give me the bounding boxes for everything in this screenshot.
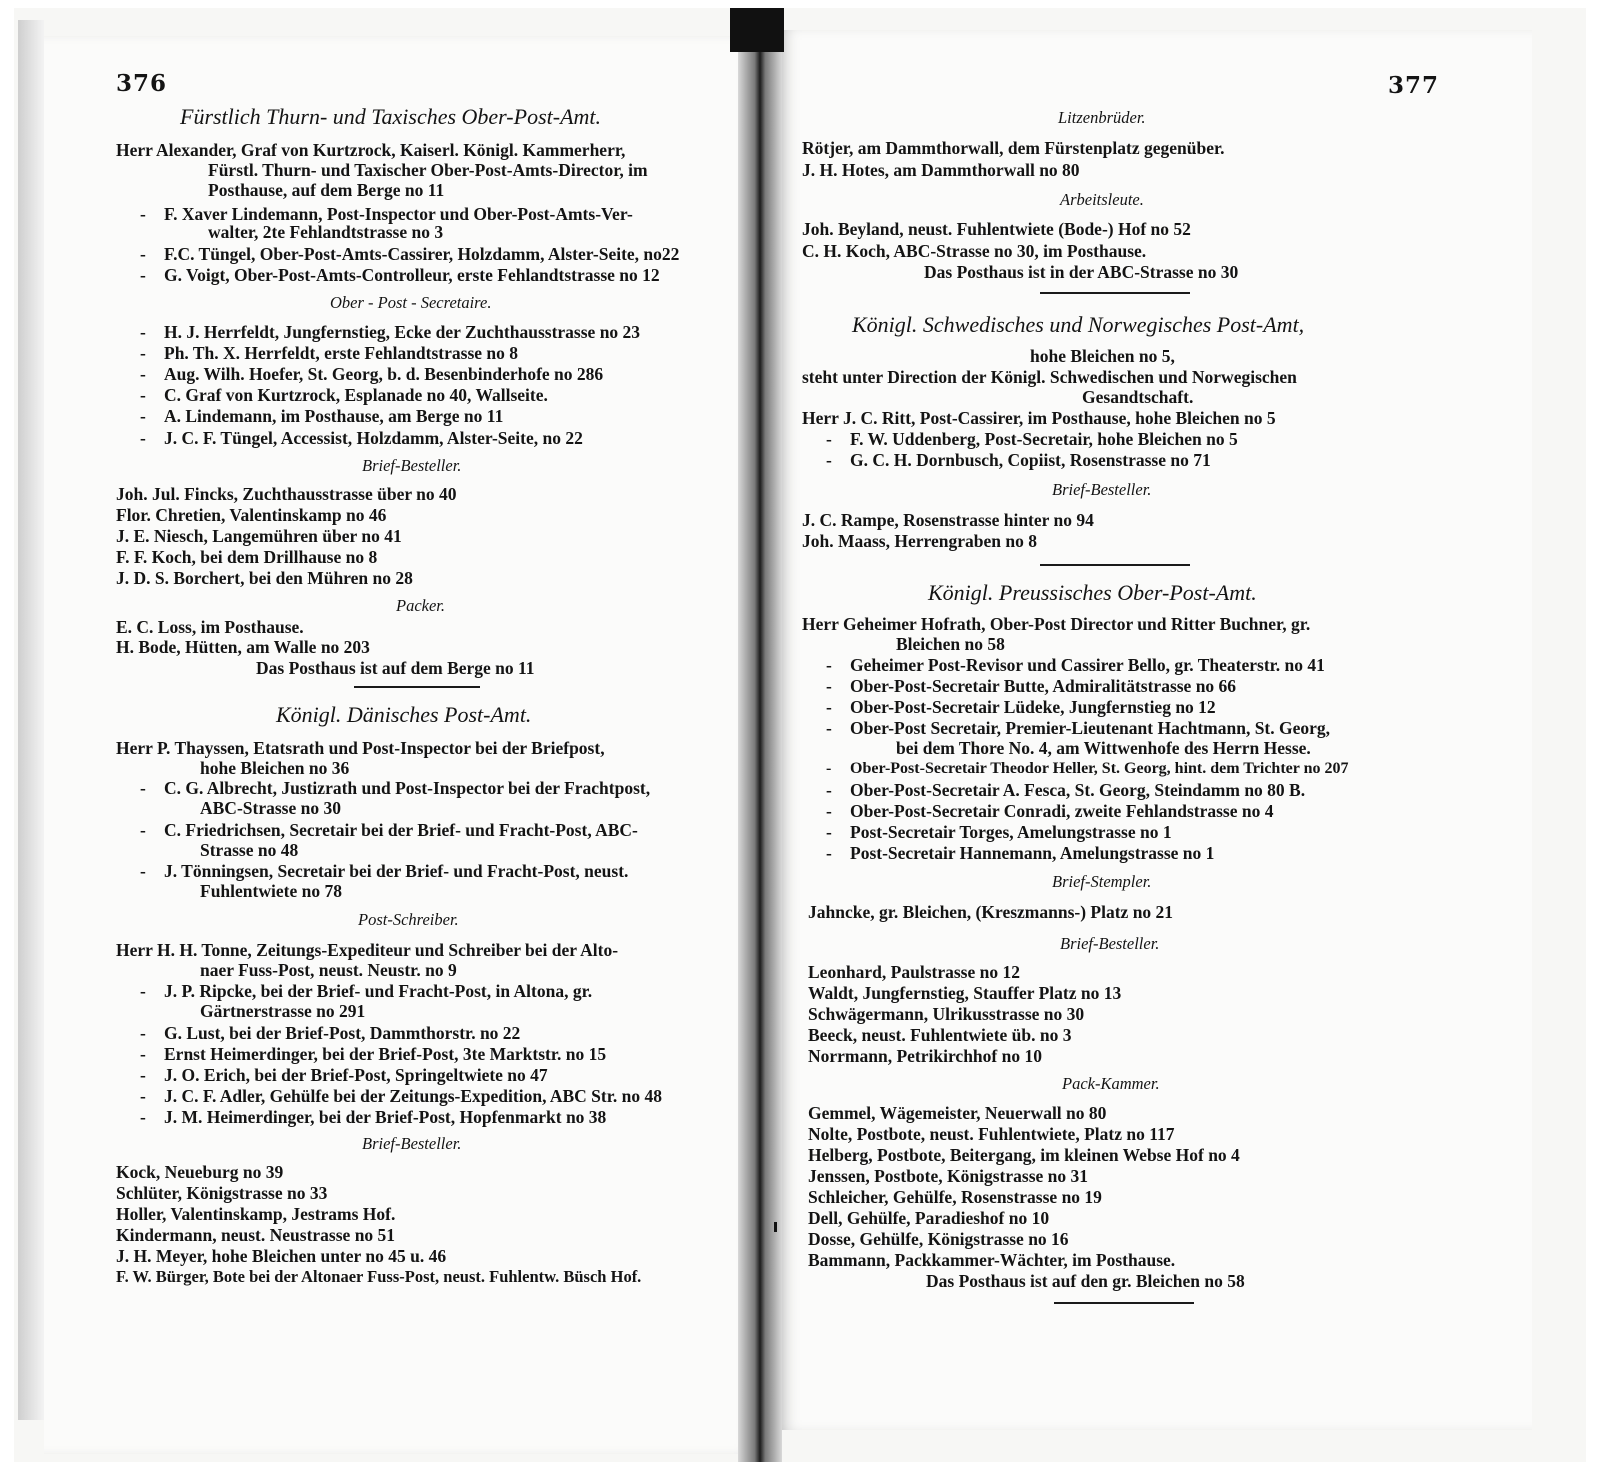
text-line: - Ober-Post-Secretair Lüdeke, Jungfernstieg no 12 — [826, 697, 1216, 717]
text-line: - J. C. F. Adler, Gehülfe bei der Zeitungs-Expedition, ABC Str. no 48 — [140, 1086, 663, 1106]
text-line: - F. Xaver Lindemann, Post-Inspector und Ober-Post-Amts-Ver- — [140, 204, 633, 224]
section-divider — [354, 686, 480, 688]
section-title-thurn-taxis: Fürstlich Thurn- und Taxisches Ober-Post-Amt. — [180, 104, 602, 129]
text-line: - F. W. Uddenberg, Post-Secretair, hohe Bleichen no 5 — [826, 429, 1238, 449]
text-line: naer Fuss-Post, neust. Neustr. no 9 — [200, 960, 457, 980]
page-number-right: 377 — [1388, 72, 1440, 99]
text-line: Herr Alexander, Graf von Kurtzrock, Kaiserl. Königl. Kammerherr, — [116, 140, 626, 160]
text-line: - Geheimer Post-Revisor und Cassirer Bello, gr. Theaterstr. no 41 — [826, 655, 1325, 675]
text-line: - H. J. Herrfeldt, Jungfernstieg, Ecke der Zuchthausstrasse no 23 — [140, 322, 641, 342]
section-title-swedish: Königl. Schwedisches und Norwegisches Post-Amt, — [852, 312, 1305, 337]
section-title-danish: Königl. Dänisches Post-Amt. — [276, 702, 532, 727]
text-line: - A. Lindemann, im Posthause, am Berge no 11 — [140, 406, 504, 426]
heading-packer: Packer. — [396, 596, 446, 615]
text-line: - G. Lust, bei der Brief-Post, Dammthorstr. no 22 — [140, 1023, 521, 1043]
heading-arbeitsleute: Arbeitsleute. — [1060, 190, 1144, 209]
text-line: Beeck, neust. Fuhlentwiete üb. no 3 — [808, 1025, 1072, 1045]
text-line: Gemmel, Wägemeister, Neuerwall no 80 — [808, 1103, 1107, 1123]
text-line: Gesandtschaft. — [1082, 387, 1194, 407]
text-line: bei dem Thore No. 4, am Wittwenhofe des Herrn Hesse. — [896, 738, 1311, 758]
text-line: - Ph. Th. X. Herrfeldt, erste Fehlandtstrasse no 8 — [140, 343, 519, 363]
text-line: - J. O. Erich, bei der Brief-Post, Springeltwiete no 47 — [140, 1065, 548, 1085]
text-line: Bammann, Packkammer-Wächter, im Posthause. — [808, 1250, 1176, 1270]
text-line: - G. C. H. Dornbusch, Copiist, Rosenstrasse no 71 — [826, 450, 1211, 470]
text-line: J. E. Niesch, Langemühren über no 41 — [116, 526, 402, 546]
text-line: F. F. Koch, bei dem Drillhause no 8 — [116, 547, 378, 567]
text-line: Norrmann, Petrikirchhof no 10 — [808, 1046, 1042, 1066]
text-line: Posthause, auf dem Berge no 11 — [208, 180, 445, 200]
text-line: Strasse no 48 — [200, 840, 299, 860]
text-line: Das Posthaus ist auf den gr. Bleichen no 58 — [926, 1271, 1245, 1291]
section-divider — [1040, 292, 1190, 294]
text-line: E. C. Loss, im Posthause. — [116, 617, 304, 637]
text-line: Kindermann, neust. Neustrasse no 51 — [116, 1225, 396, 1245]
text-line: - Ober-Post-Secretair Theodor Heller, St. Georg, hint. dem Trichter no 207 — [826, 760, 1349, 777]
text-line: - J. C. F. Tüngel, Accessist, Holzdamm, Alster-Seite, no 22 — [140, 428, 583, 448]
text-line: ABC-Strasse no 30 — [200, 798, 341, 818]
scanner-clip — [730, 8, 784, 52]
text-line: - C. G. Albrecht, Justizrath und Post-Inspector bei der Frachtpost, — [140, 778, 651, 798]
book-edge — [18, 20, 44, 1420]
text-line: - C. Graf von Kurtzrock, Esplanade no 40, Wallseite. — [140, 385, 548, 405]
text-line: Helberg, Postbote, Beitergang, im kleinen Webse Hof no 4 — [808, 1145, 1240, 1165]
text-line: - Ernst Heimerdinger, bei der Brief-Post, 3te Marktstr. no 15 — [140, 1044, 607, 1064]
section-title-prussian: Königl. Preussisches Ober-Post-Amt. — [928, 580, 1257, 605]
text-line: Waldt, Jungfernstieg, Stauffer Platz no 13 — [808, 983, 1122, 1003]
text-line: - Aug. Wilh. Hoefer, St. Georg, b. d. Besenbinderhofe no 286 — [140, 364, 604, 384]
text-line: Gärtnerstrasse no 291 — [200, 1001, 366, 1021]
text-line: Kock, Neueburg no 39 — [116, 1162, 284, 1182]
text-line: J. H. Meyer, hohe Bleichen unter no 45 u. 46 — [116, 1246, 447, 1266]
text-line: F. W. Bürger, Bote bei der Altonaer Fuss-Post, neust. Fuhlentw. Büsch Hof. — [116, 1267, 642, 1286]
text-line: Dosse, Gehülfe, Königstrasse no 16 — [808, 1229, 1069, 1249]
text-line: - Ober-Post-Secretair Conradi, zweite Fehlandstrasse no 4 — [826, 801, 1274, 821]
page-number-left: 376 — [116, 70, 168, 97]
heading-brief-besteller-2: Brief-Besteller. — [362, 1134, 462, 1153]
text-line: hohe Bleichen no 5, — [1030, 346, 1175, 366]
text-line: Joh. Jul. Fincks, Zuchthausstrasse über no 40 — [116, 484, 457, 504]
text-line: J. D. S. Borchert, bei den Mühren no 28 — [116, 568, 413, 588]
text-line: Bleichen no 58 — [896, 634, 1005, 654]
text-line: Joh. Maass, Herrengraben no 8 — [802, 531, 1037, 551]
text-line: Herr P. Thayssen, Etatsrath und Post-Inspector bei der Briefpost, — [116, 738, 605, 758]
section-divider — [1040, 564, 1190, 566]
heading-post-schreiber: Post-Schreiber. — [358, 910, 459, 929]
text-line: - Ober-Post Secretair, Premier-Lieutenant Hachtmann, St. Georg, — [826, 718, 1331, 738]
section-divider — [1054, 1302, 1194, 1304]
heading-brief-besteller: Brief-Besteller. — [362, 456, 462, 475]
text-line: - G. Voigt, Ober-Post-Amts-Controlleur, erste Fehlandtstrasse no 12 — [140, 265, 660, 285]
text-line: - Post-Secretair Hannemann, Amelungstrasse no 1 — [826, 843, 1215, 863]
text-line: Nolte, Postbote, neust. Fuhlentwiete, Platz no 117 — [808, 1124, 1175, 1144]
text-line: - J. M. Heimerdinger, bei der Brief-Post, Hopfenmarkt no 38 — [140, 1107, 607, 1127]
text-line: Schleicher, Gehülfe, Rosenstrasse no 19 — [808, 1187, 1102, 1207]
text-line: Fürstl. Thurn- und Taxischer Ober-Post-Amts-Director, im — [208, 160, 648, 180]
text-line: - F.C. Tüngel, Ober-Post-Amts-Cassirer, Holzdamm, Alster-Seite, no22 — [140, 244, 680, 264]
text-line: Leonhard, Paulstrasse no 12 — [808, 962, 1020, 982]
text-line: Herr Geheimer Hofrath, Ober-Post Director und Ritter Buchner, gr. — [802, 614, 1311, 634]
text-line: J. H. Hotes, am Dammthorwall no 80 — [802, 160, 1080, 180]
heading-litzenbrueder: Litzenbrüder. — [1058, 108, 1146, 127]
text-line: J. C. Rampe, Rosenstrasse hinter no 94 — [802, 510, 1094, 530]
text-line: - Ober-Post-Secretair Butte, Admiralitätstrasse no 66 — [826, 676, 1237, 696]
text-line: Dell, Gehülfe, Paradieshof no 10 — [808, 1208, 1050, 1228]
text-line: steht unter Direction der Königl. Schwedischen und Norwegischen — [802, 367, 1297, 387]
text-line: C. H. Koch, ABC-Strasse no 30, im Posthause. — [802, 241, 1147, 261]
text-line: walter, 2te Fehlandtstrasse no 3 — [208, 222, 444, 242]
text-line: - C. Friedrichsen, Secretair bei der Brief- und Fracht-Post, ABC- — [140, 820, 638, 840]
text-line: Rötjer, am Dammthorwall, dem Fürstenplatz gegenüber. — [802, 138, 1225, 158]
heading-brief-besteller-right-2: Brief-Besteller. — [1060, 934, 1160, 953]
text-line: Jenssen, Postbote, Königstrasse no 31 — [808, 1166, 1089, 1186]
scan-mark — [774, 1222, 777, 1232]
book-gutter — [738, 8, 782, 1462]
text-line: Das Posthaus ist auf dem Berge no 11 — [256, 658, 535, 678]
text-line: Schwägermann, Ulrikusstrasse no 30 — [808, 1004, 1085, 1024]
heading-ober-post-secretaire: Ober - Post - Secretaire. — [330, 293, 492, 312]
text-line: Das Posthaus ist in der ABC-Strasse no 30 — [924, 262, 1239, 282]
text-line: Herr H. H. Tonne, Zeitungs-Expediteur und Schreiber bei der Alto- — [116, 940, 619, 960]
text-line: Holler, Valentinskamp, Jestrams Hof. — [116, 1204, 396, 1224]
text-line: - Post-Secretair Torges, Amelungstrasse no 1 — [826, 822, 1172, 842]
text-line: Schlüter, Königstrasse no 33 — [116, 1183, 328, 1203]
text-line: - J. Tönningsen, Secretair bei der Brief- und Fracht-Post, neust. — [140, 861, 629, 881]
heading-pack-kammer: Pack-Kammer. — [1062, 1074, 1160, 1093]
text-line: Flor. Chretien, Valentinskamp no 46 — [116, 505, 387, 525]
text-line: - Ober-Post-Secretair A. Fesca, St. Georg, Steindamm no 80 B. — [826, 780, 1306, 800]
text-line: Herr J. C. Ritt, Post-Cassirer, im Posthause, hohe Bleichen no 5 — [802, 408, 1276, 428]
text-line: Fuhlentwiete no 78 — [200, 881, 342, 901]
text-line: H. Bode, Hütten, am Walle no 203 — [116, 637, 370, 657]
heading-brief-besteller-right: Brief-Besteller. — [1052, 480, 1152, 499]
text-line: Joh. Beyland, neust. Fuhlentwiete (Bode-) Hof no 52 — [802, 219, 1191, 239]
heading-brief-stempler: Brief-Stempler. — [1052, 872, 1152, 891]
text-line: hohe Bleichen no 36 — [200, 758, 350, 778]
text-line: Jahncke, gr. Bleichen, (Kreszmanns-) Platz no 21 — [808, 902, 1174, 922]
text-line: - J. P. Ripcke, bei der Brief- und Fracht-Post, in Altona, gr. — [140, 981, 593, 1001]
